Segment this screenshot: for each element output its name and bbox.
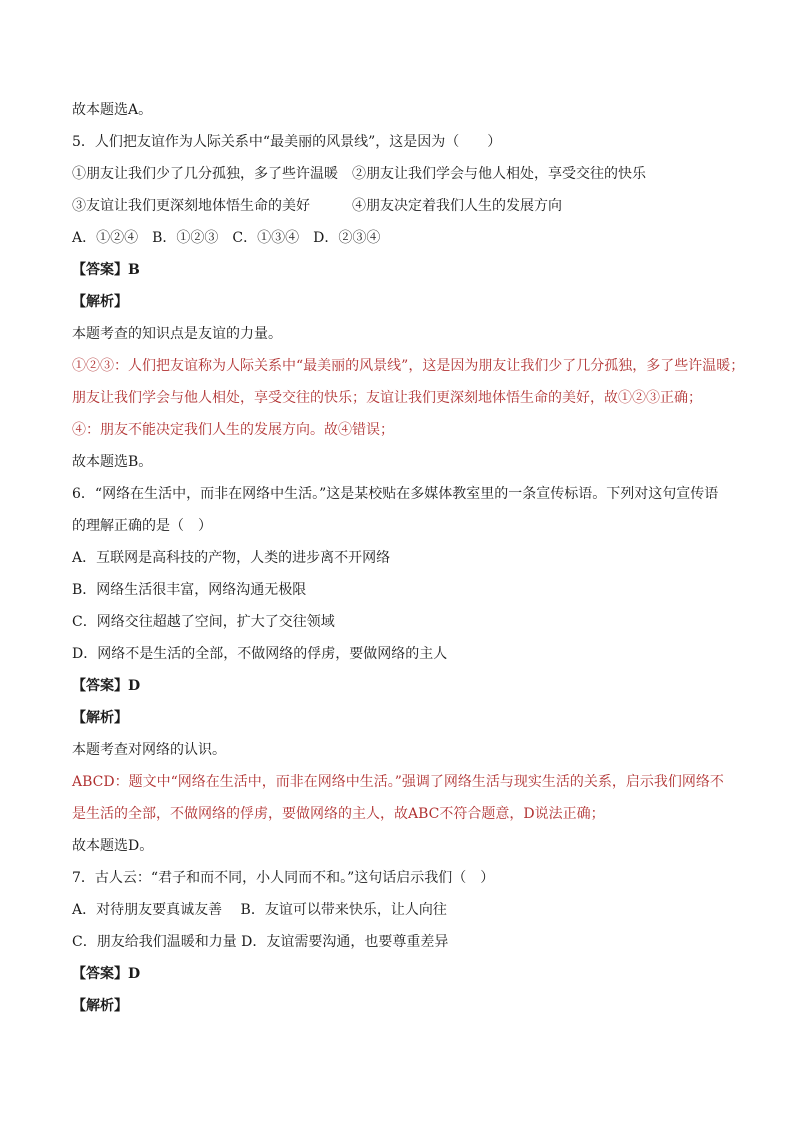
question-5-options: A．①②④ B．①②③ C．①③④ D．②③④ — [72, 230, 381, 246]
question-7-stem: 7．古人云：“君子和而不同，小人同而不和。”这句话启示我们（ ） — [72, 870, 495, 886]
question-5-statements-1-2: ①朋友让我们少了几分孤独，多了些许温暖 ②朋友让我们学会与他人相处，享受交往的快乐 — [72, 166, 646, 182]
question-7-options-c-d: C．朋友给我们温暖和力量 D．友谊需要沟通，也要尊重差异 — [72, 934, 449, 950]
question-7-answer: 【答案】D — [72, 966, 141, 982]
question-6-option-d: D．网络不是生活的全部，不做网络的俘虏，要做网络的主人 — [72, 646, 448, 662]
question-5-stem: 5．人们把友谊作为人际关系中“最美丽的风景线”，这是因为（ ） — [72, 134, 502, 150]
question-6-option-a: A．互联网是高科技的产物，人类的进步离不开网络 — [72, 550, 391, 566]
question-6-answer: 【答案】D — [72, 678, 141, 694]
question-5-analysis-line-3: ④：朋友不能决定我们人生的发展方向。故④错误； — [72, 422, 394, 438]
question-7-analysis-label: 【解析】 — [72, 998, 128, 1014]
question-6-analysis-line-1: ABCD：题文中“网络在生活中，而非在网络中生活。”强调了网络生活与现实生活的关系，启示我们网络不 — [72, 774, 724, 790]
question-6-stem-line-2: 的理解正确的是（ ） — [72, 518, 212, 534]
question-5-analysis-line-1: ①②③：人们把友谊称为人际关系中“最美丽的风景线”，这是因为朋友让我们少了几分孤独，多了些许温暖； — [72, 358, 745, 374]
question-6-option-c: C．网络交往超越了空间，扩大了交往领域 — [72, 614, 335, 630]
question-5-conclusion: 故本题选B。 — [72, 454, 153, 470]
question-6-option-b: B．网络生活很丰富，网络沟通无极限 — [72, 582, 307, 598]
question-6-analysis-line-2: 是生活的全部，不做网络的俘虏，要做网络的主人，故ABC不符合题意，D说法正确； — [72, 806, 605, 822]
question-5-statements-3-4: ③友谊让我们更深刻地体悟生命的美好 ④朋友决定着我们人生的发展方向 — [72, 198, 562, 214]
question-6-analysis-label: 【解析】 — [72, 710, 128, 726]
question-5-analysis-label: 【解析】 — [72, 294, 128, 310]
question-5-analysis-intro: 本题考查的知识点是友谊的力量。 — [72, 326, 282, 342]
question-6-conclusion: 故本题选D。 — [72, 838, 154, 854]
text-line-1: 故本题选A。 — [72, 102, 153, 118]
question-7-options-a-b: A．对待朋友要真诚友善 B．友谊可以带来快乐，让人向往 — [72, 902, 447, 918]
question-6-stem-line-1: 6．“网络在生活中，而非在网络中生活。”这是某校贴在多媒体教室里的一条宣传标语。下列对这句宣传语 — [72, 486, 719, 502]
question-5-answer: 【答案】B — [72, 262, 140, 278]
question-5-analysis-line-2: 朋友让我们学会与他人相处，享受交往的快乐；友谊让我们更深刻地体悟生命的美好，故①②③正确； — [72, 390, 702, 406]
question-6-analysis-intro: 本题考查对网络的认识。 — [72, 742, 226, 758]
